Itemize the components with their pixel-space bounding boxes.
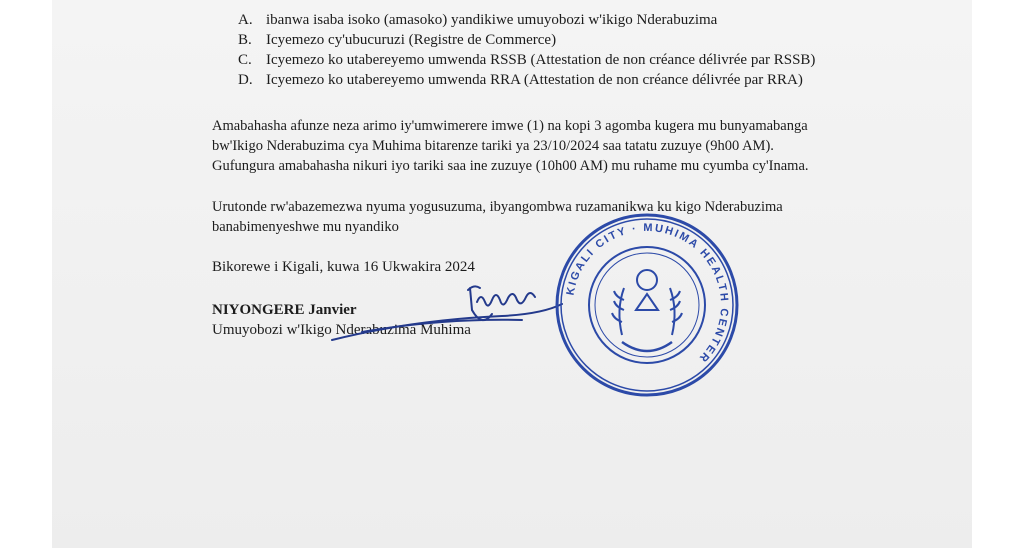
signer-name: NIYONGERE Janvier (212, 302, 357, 318)
list-item-letter: D. (238, 72, 253, 88)
list-item-letter: A. (238, 12, 253, 28)
signer-title: Umuyobozi w'Ikigo Nderabuzima Muhima (212, 322, 471, 338)
paragraph-line: banabimenyeshwe mu nyandiko (212, 219, 399, 235)
list-item-letter: B. (238, 32, 252, 48)
paragraph-line: Gufungura amabahasha nikuri iyo tariki saa ine zuzuye (10h00 AM) mu ruhame mu cyumba cy'Inama. (212, 158, 809, 174)
list-item (238, 30, 815, 50)
handwritten-signature (322, 280, 572, 350)
submission-paragraph (212, 116, 944, 176)
location-date: Bikorewe i Kigali, kuwa 16 Ukwakira 2024 (212, 259, 475, 275)
document-page (52, 0, 972, 548)
list-item (238, 10, 815, 30)
list-item (238, 70, 815, 90)
list-item-text: Icyemezo ko utabereyemo umwenda RRA (Attestation de non créance délivrée par RRA) (266, 72, 803, 88)
list-item-text: Icyemezo cy'ubucuruzi (Registre de Commerce) (266, 32, 557, 48)
list-item-text: Icyemezo ko utabereyemo umwenda RSSB (Attestation de non créance délivrée par RSSB) (266, 52, 816, 68)
requirements-list (238, 10, 815, 90)
stamp-text: KIGALI CITY · MUHIMA HEALTH CENTER (564, 221, 731, 366)
official-stamp (552, 210, 742, 400)
list-item-letter: C. (238, 52, 252, 68)
paragraph-line: Amabahasha afunze neza arimo iy'umwimerere imwe (1) na kopi 3 agomba kugera mu bunyamabanga (212, 118, 808, 134)
paragraph-line: Urutonde rw'abazemezwa nyuma yogusuzuma, ibyangombwa ruzamanikwa ku kigo Nderabuzima (212, 199, 783, 215)
paragraph-line: bw'Ikigo Nderabuzima cya Muhima bitarenze tariki ya 23/10/2024 saa tatatu zuzuye (9h00 AM). (212, 138, 774, 154)
list-item (238, 50, 815, 70)
list-item-text: ibanwa isaba isoko (amasoko) yandikiwe umuyobozi w'ikigo Nderabuzima (266, 12, 718, 28)
